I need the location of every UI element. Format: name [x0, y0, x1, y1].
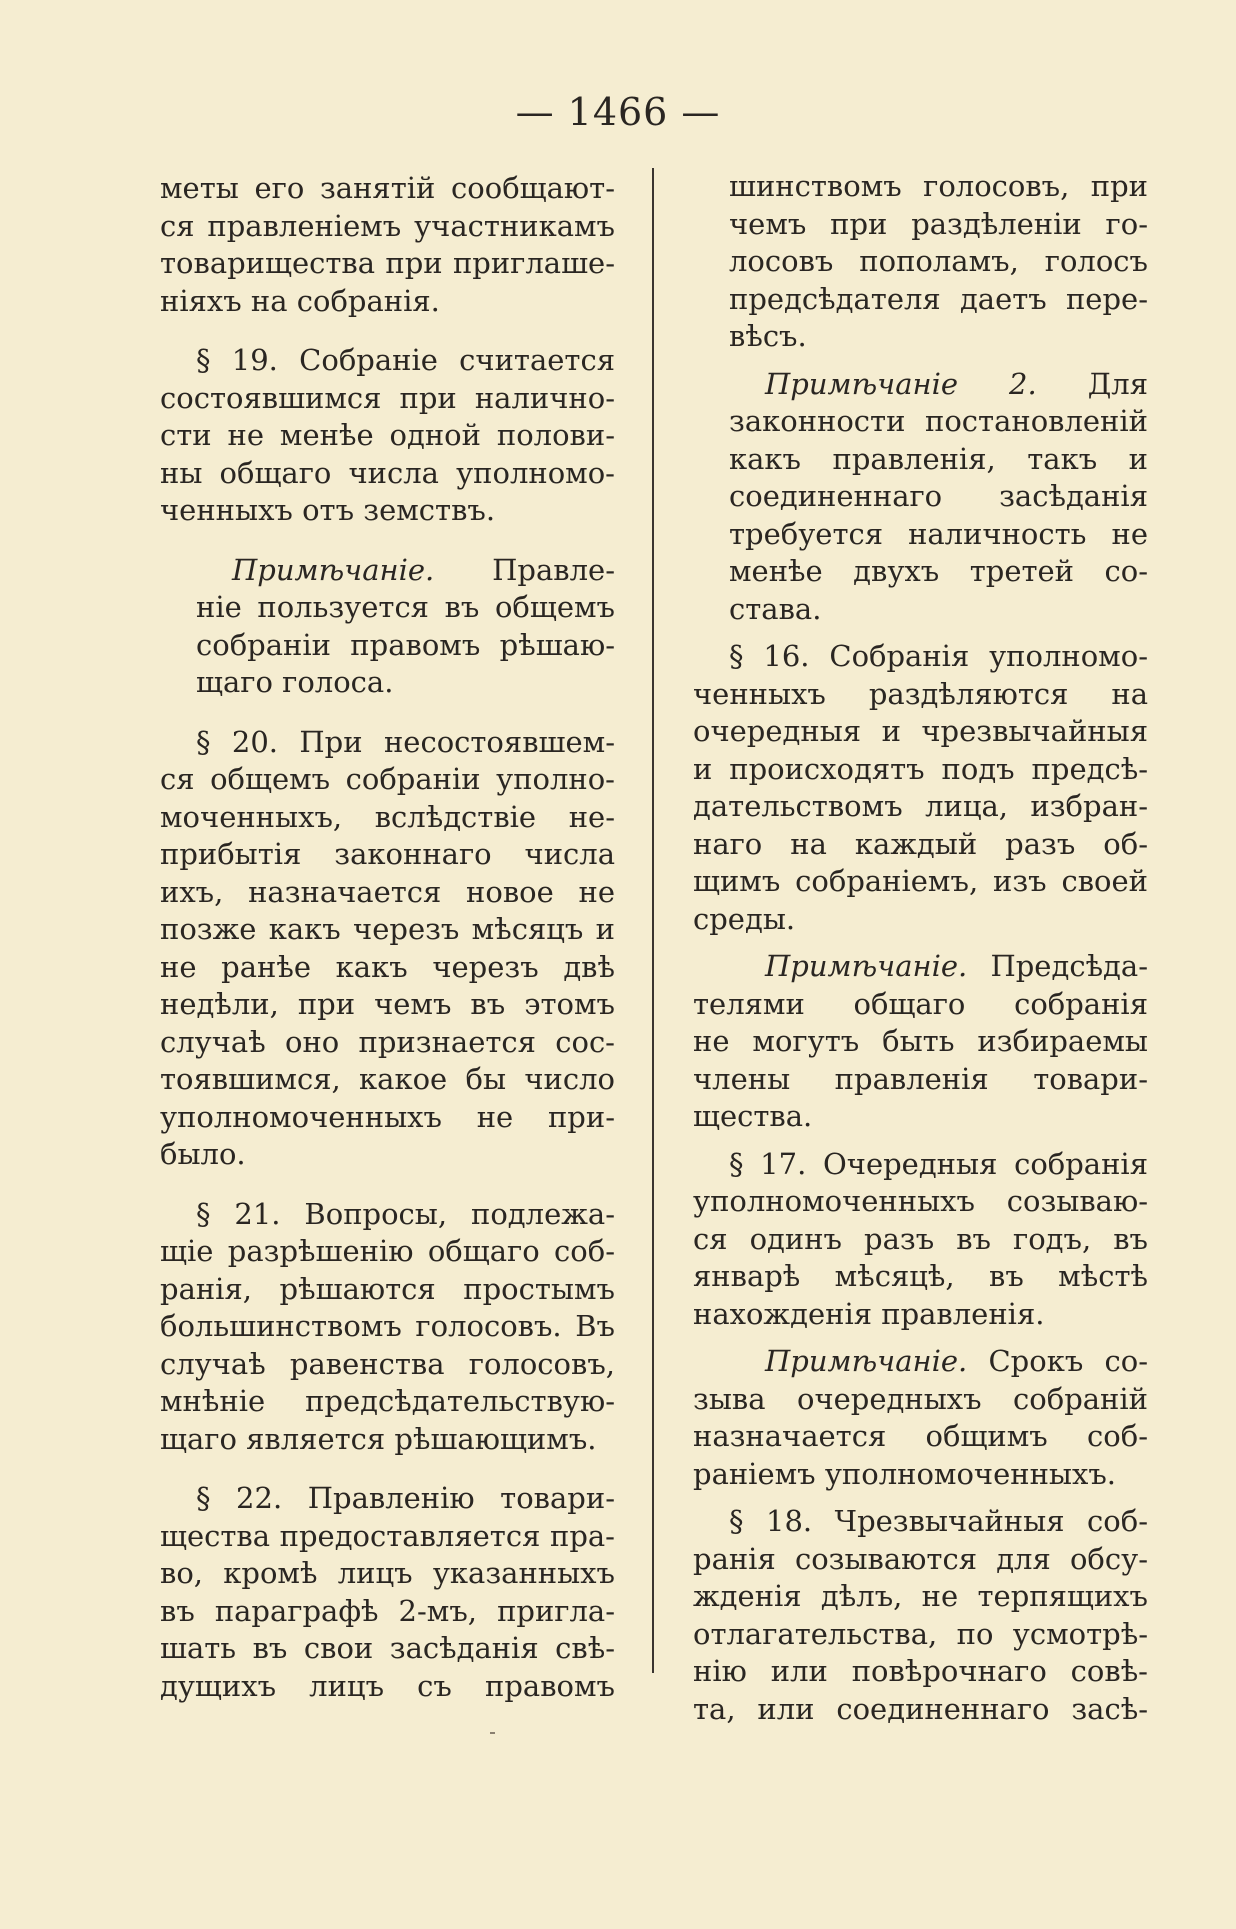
right-column: [693, 168, 1148, 1728]
text-line: раніемъ уполномоченныхъ.: [693, 1456, 1117, 1491]
text-line: жденія дѣлъ, не терпящихъ: [693, 1579, 1148, 1613]
text-line: § 19. Собраніе считается: [196, 343, 615, 377]
text-line: § 17. Очередныя собранія: [729, 1146, 1148, 1181]
note-section-19: [160, 552, 615, 702]
text-line: [693, 1343, 1148, 1381]
note-section-16: [693, 948, 1148, 1136]
note-text: Предсѣда-: [990, 949, 1148, 983]
text-line: ченныхъ отъ земствъ.: [160, 493, 496, 527]
note-label: Примѣчаніе 2.: [765, 366, 1037, 401]
text-line: § 21. Вопросы, подлежа-: [196, 1196, 615, 1231]
note-2: [693, 366, 1148, 629]
text-line: § 22. Правленію товари-: [196, 1481, 615, 1515]
text-line: щества предоставляется пра-: [160, 1518, 615, 1553]
text-line: случаѣ оно признается сос-: [160, 1024, 615, 1059]
text-line: члены правленія товари-: [693, 1061, 1148, 1096]
section-19: [160, 342, 615, 530]
text-line: меты его занятій сообщают-: [160, 171, 615, 205]
text-line: ся общемъ собраніи уполно-: [160, 762, 615, 796]
text-line: ченныхъ раздѣляются на: [693, 676, 1148, 711]
text-line: ранія, рѣшаются простымъ: [160, 1271, 615, 1306]
text-line: зыва очередныхъ собраній: [693, 1381, 1148, 1416]
text-line: менѣе двухъ третей со-: [729, 554, 1148, 588]
text-line: уполномоченныхъ созываю-: [693, 1184, 1148, 1218]
column-divider: [652, 168, 654, 1673]
text-line: собраніи правомъ рѣшаю-: [196, 627, 615, 662]
text-line: требуется наличность не: [729, 516, 1148, 551]
text-line: щіе разрѣшенію общаго соб-: [160, 1234, 615, 1268]
text-line: ны общаго числа уполномо-: [160, 455, 615, 490]
text-line: въ параграфѣ 2-мъ, пригла-: [160, 1593, 615, 1628]
text-line: предсѣдателя даетъ пере-: [729, 281, 1148, 316]
text-line: дательствомъ лица, избран-: [693, 789, 1148, 823]
text-line: [729, 366, 1148, 404]
text-line: товарищества при приглаше-: [160, 246, 615, 280]
section-17: [693, 1146, 1148, 1334]
text-line: и происходятъ подъ предсѣ-: [693, 751, 1148, 786]
text-line: щимъ собраніемъ, изъ своей: [693, 864, 1148, 898]
text-line: щества.: [693, 1099, 813, 1133]
text-line: не ранѣе какъ черезъ двѣ: [160, 949, 615, 984]
text-line: § 16. Собранія уполномо-: [729, 639, 1148, 673]
note-text: Срокъ со-: [988, 1344, 1148, 1378]
text-line: ніе пользуется въ общемъ: [196, 590, 615, 624]
note-label: Примѣчаніе.: [765, 949, 968, 983]
section-20: [160, 724, 615, 1174]
text-line: во, кромѣ лицъ указанныхъ: [160, 1556, 615, 1590]
text-line: очередныя и чрезвычайныя: [693, 714, 1148, 748]
text-line: ся одинъ разъ въ годъ, въ: [693, 1221, 1148, 1256]
note-label: Примѣчаніе.: [232, 552, 435, 587]
text-line: уполномоченныхъ не при-: [160, 1099, 615, 1134]
text-line: лосовъ пополамъ, голосъ: [729, 244, 1148, 278]
text-line: вѣсъ.: [729, 319, 807, 353]
text-line: сти не менѣе одной полови-: [160, 418, 615, 452]
text-line: щаго является рѣшающимъ.: [160, 1421, 597, 1456]
text-line: соединеннаго засѣданія: [729, 479, 1148, 513]
text-line: позже какъ черезъ мѣсяцъ и: [160, 912, 615, 946]
text-line: § 18. Чрезвычайныя соб-: [729, 1504, 1148, 1538]
text-line: [196, 552, 615, 590]
text-line: та, или соединеннаго засѣ-: [693, 1691, 1148, 1726]
text-line: недѣли, при чемъ въ этомъ: [160, 987, 615, 1021]
text-line: нахожденія правленія.: [693, 1296, 1045, 1331]
section-22: [160, 1480, 615, 1705]
text-line: тоявшимся, какое бы число: [160, 1062, 615, 1096]
text-line: не могутъ быть избираемы: [693, 1024, 1148, 1058]
print-speck: [490, 1732, 495, 1734]
text-line: [693, 948, 1148, 986]
paragraph-continuation: [693, 168, 1148, 356]
text-line: среды.: [693, 901, 796, 936]
text-line: прибытія законнаго числа: [160, 837, 615, 871]
text-line: состоявшимся при налично-: [160, 380, 615, 415]
text-line: шать въ свои засѣданія свѣ-: [160, 1631, 615, 1665]
text-line: щаго голоса.: [196, 665, 394, 699]
note-section-17: [693, 1343, 1148, 1493]
text-line: ихъ, назначается новое не: [160, 874, 615, 909]
text-line: чемъ при раздѣленіи го-: [729, 206, 1148, 241]
page-number: — 1466 —: [515, 90, 721, 134]
text-line: наго на каждый разъ об-: [693, 826, 1148, 861]
text-line: мнѣніе предсѣдательствую-: [160, 1384, 615, 1418]
note-label: Примѣчаніе.: [765, 1344, 968, 1378]
section-18: [693, 1503, 1148, 1728]
text-line: было.: [160, 1137, 246, 1171]
text-line: какъ правленія, такъ и: [729, 441, 1148, 476]
text-line: телями общаго собранія: [693, 986, 1148, 1021]
left-column: [160, 170, 615, 1705]
text-line: ніяхъ на собранія.: [160, 283, 440, 318]
text-line: моченныхъ, вслѣдствіе не-: [160, 799, 615, 834]
note-text: Правле-: [492, 552, 615, 587]
text-line: § 20. При несостоявшем-: [196, 724, 615, 759]
text-line: назначается общимъ соб-: [693, 1419, 1148, 1453]
text-line: ся правленіемъ участникамъ: [160, 208, 615, 243]
text-line: законности постановленій: [729, 404, 1148, 438]
paragraph-continuation: [160, 170, 615, 320]
note-text: Для: [1087, 366, 1148, 401]
text-line: нію или повѣрочнаго совѣ-: [693, 1654, 1148, 1688]
text-line: случаѣ равенства голосовъ,: [160, 1346, 615, 1381]
section-21: [160, 1196, 615, 1459]
text-line: шинствомъ голосовъ, при: [729, 169, 1148, 203]
text-line: отлагательства, по усмотрѣ-: [693, 1616, 1148, 1651]
text-line: става.: [729, 591, 822, 626]
section-16: [693, 638, 1148, 938]
text-line: ранія созываются для обсу-: [693, 1541, 1148, 1576]
text-line: большинствомъ голосовъ. Въ: [160, 1309, 615, 1343]
text-line: январѣ мѣсяцѣ, въ мѣстѣ: [693, 1259, 1148, 1293]
text-line: дущихъ лицъ съ правомъ: [160, 1668, 615, 1703]
